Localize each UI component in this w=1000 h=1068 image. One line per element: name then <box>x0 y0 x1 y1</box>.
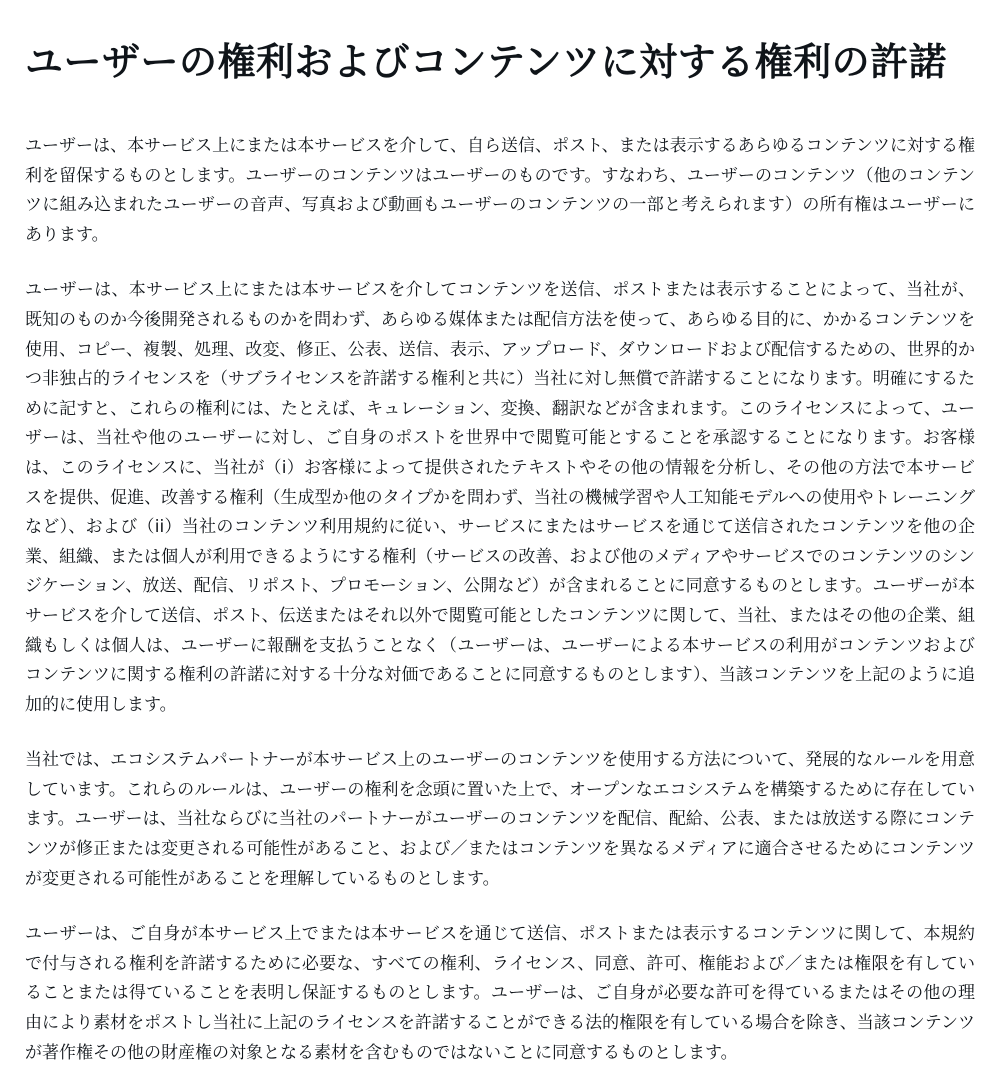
paragraph-license: ユーザーは、本サービス上にまたは本サービスを介してコンテンツを送信、ポストまたは表示することによって、当社が、既知のものか今後開発されるものかを問わず、あらゆる媒体または配信方法を使って、あらゆる目的に、かかるコンテンツを使用、コピー、複製、処理、改変、修正、公表、送信、表示、アップロード、ダウンロードおよび配信するための、世界的かつ非独占的ライセンスを（サブライセンスを許諾する権利と共に）当社に対し無償で許諾することになります。明確にするために記すと、これらの権利には、たとえば、キュレーション、変換、翻訳などが含まれます。このライセンスによって、ユーザーは、当社や他のユーザーに対し、ご自身のポストを世界中で閲覧可能とすることを承認することになります。お客様は、このライセンスに、当社が（i）お客様によって提供されたテキストやその他の情報を分析し、その他の方法で本サービスを提供、促進、改善する権利（生成型か他のタイプかを問わず、当社の機械学習や人工知能モデルへの使用やトレーニングなど）、および（ii）当社のコンテンツ利用規約に従い、サービスにまたはサービスを通じて送信されたコンテンツを他の企業、組織、または個人が利用できるようにする権利（サービスの改善、および他のメディアやサービスでのコンテンツのシンジケーション、放送、配信、リポスト、プロモーション、公開など）が含まれることに同意するものとします。ユーザーが本サービスを介して送信、ポスト、伝送またはそれ以外で閲覧可能としたコンテンツに関して、当社、またはその他の企業、組織もしくは個人は、ユーザーに報酬を支払うことなく（ユーザーは、ユーザーによる本サービスの利用がコンテンツおよびコンテンツに関する権利の許諾に対する十分な対価であることに同意するものとします）、当該コンテンツを上記のように追加的に使用します。 <box>25 280 975 715</box>
page-title: ユーザーの権利およびコンテンツに対する権利の許諾 <box>25 40 948 84</box>
paragraph-ownership: ユーザーは、本サービス上にまたは本サービスを介して、自ら送信、ポスト、または表示するあらゆるコンテンツに対する権利を留保するものとします。ユーザーのコンテンツはユーザーのものです。すなわち、ユーザーのコンテンツ（他のコンテンツに組み込まれたユーザーの音声、写真および動画もユーザーのコンテンツの一部と考えられます）の所有権はユーザーにあります。 <box>25 136 975 245</box>
paragraph-warranty: ユーザーは、ご自身が本サービス上でまたは本サービスを通じて送信、ポストまたは表示するコンテンツに関して、本規約で付与される権利を許諾するために必要な、すべての権利、ライセンス、同意、許可、権能および／または権限を有していることまたは得ていることを表明し保証するものとします。ユーザーは、ご自身が必要な許可を得ているまたはその他の理由により素材をポストし当社に上記のライセンスを許諾することができる法的権限を有している場合を除き、当該コンテンツが著作権その他の財産権の対象となる素材を含むものではないことに同意するものとします。 <box>25 924 975 1063</box>
paragraph-ecosystem: 当社では、エコシステムパートナーが本サービス上のユーザーのコンテンツを使用する方法について、発展的なルールを用意しています。これらのルールは、ユーザーの権利を念頭に置いた上で、オープンなエコシステムを構築するために存在しています。ユーザーは、当社ならびに当社のパートナーがユーザーのコンテンツを配信、配給、公表、または放送する際にコンテンツが修正または変更される可能性があること、および／またはコンテンツを異なるメディアに適合させるためにコンテンツが変更される可能性があることを理解しているものとします。 <box>25 750 975 889</box>
